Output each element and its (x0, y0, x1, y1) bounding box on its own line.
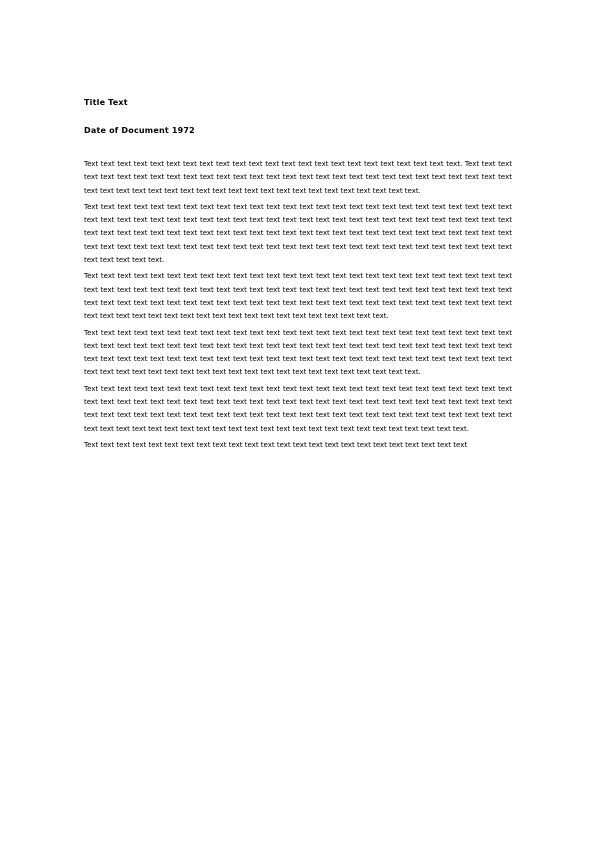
paragraph-6: Text text text text text text text text text text text text text text text text text text text text text text text text (84, 440, 468, 449)
paragraph-3: Text text text text text text text text text text text text text text text text text text text text text text text text text text text text text text text text text text text text text text text text text text text text text text text text text text text text text text text text text text text text text text text text text text text text text text text text text text text text text text text text text text text text text text text text text text text text text text text text text. (84, 272, 512, 321)
paragraph-5: Text text text text text text text text text text text text text text text text text text text text text text text text text text text text text text text text text text text text text text text text text text text text text text text text text text text text text text text text text text text text text text text text text text text text text text text text text text text text text text text text text text text text text text text text text text text text text text text text text text text text text text. (84, 384, 512, 433)
paragraph-2: Text text text text text text text text text text text text text text text text text text text text text text text text text text text text text text text text text text text text text text text text text text text text text text text text text text text text text text text text text text text text text text text text text text text text text text text text text text text text text text text text text text text text text text text text text text text text text text text text text text text text text text text text text text text text text. (84, 202, 512, 265)
document-heading: Title Text (84, 98, 128, 107)
document-date: Date of Document 1972 (84, 126, 195, 135)
document-body (84, 158, 512, 455)
paragraph-1: Text text text text text text text text text text text text text text text text text text text text text text text. Text text text text text text text text text text text text text text text text text text text text text text text text text text text text text text text text text text text text text text text text text text text text text text text text text text. (84, 160, 512, 195)
paragraph-4: Text text text text text text text text text text text text text text text text text text text text text text text text text text text text text text text text text text text text text text text text text text text text text text text text text text text text text text text text text text text text text text text text text text text text text text text text text text text text text text text text text text text text text text text text text text text text text text text text text text text. (84, 328, 512, 377)
